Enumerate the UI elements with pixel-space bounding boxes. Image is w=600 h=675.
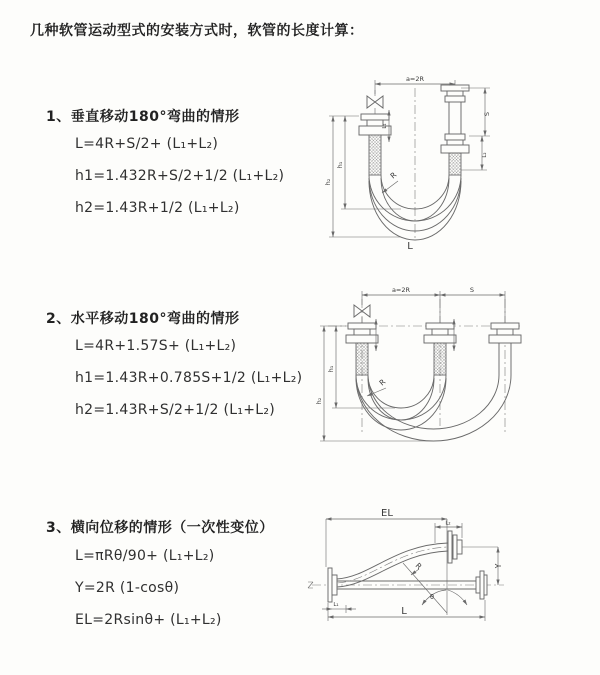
angle-label-theta: θ [430,593,434,601]
dim-label-s: S [469,286,475,294]
dim-label-r: R [377,377,388,388]
radius-callout [411,561,424,575]
dim-label-l: L [401,606,407,617]
dim-label-h2: h₂ [324,178,332,186]
braided-hose-section [449,153,461,175]
flange [441,85,469,102]
dim-label-h2: h₂ [315,397,323,405]
formula-line: h1=1.432R+S/2+1/2 (L₁+L₂) [75,168,285,184]
formula-line: Y=2R (1-cosθ) [75,580,180,596]
dimension-s [440,286,505,295]
formula-line: h2=1.43R+1/2 (L₁+L₂) [75,200,240,216]
formula-line: L=4R+S/2+ (L₁+L₂) [75,136,219,152]
left-flange [328,568,337,602]
dim-label-s: S [483,111,491,117]
formula-line: EL=2Rsinθ+ (L₁+L₂) [75,612,222,628]
formula-line: h1=1.43R+0.785S+1/2 (L₁+L₂) [75,370,303,386]
section-1-heading: 1、垂直移动180°弯曲的情形 [46,109,240,125]
middle-pipe-assembly [424,323,456,375]
right-pipe-assembly [441,85,469,175]
braided-hose-section [369,135,381,175]
dim-label-l1: L₁ [382,123,388,129]
dim-label-l2: L₂ [445,520,451,527]
flange [346,323,378,343]
valve-icon [367,96,383,108]
braided-hose-section [434,343,446,375]
diagram-vertical-180-bend [303,70,573,255]
section-3-heading: 3、横向位移的情形（一次性变位） [46,520,274,536]
lower-right-flange [476,571,487,599]
dim-label-y: Y [494,563,503,569]
braided-hose-section [356,343,368,375]
dimension-l2 [482,136,488,170]
dim-label-l1: L₁ [333,602,339,608]
formula-line: h2=1.43R+S/2+1/2 (L₁+L₂) [75,402,276,418]
flange [441,134,469,153]
dim-label-h1: h₁ [336,161,344,169]
dim-label-a2r: a=2R [391,286,411,294]
dim-label-r: R [388,170,399,181]
dimension-el [326,508,447,567]
upper-right-flange [448,531,462,563]
formula-line: L=πRθ/90+ (L₁+L₂) [75,548,215,564]
dim-label-h1: h₁ [327,365,335,373]
dimension-l1 [322,602,356,613]
dimension-l [328,600,485,621]
flange [424,323,456,343]
dimension-a2r [362,286,505,323]
dim-label-el: EL [381,508,393,519]
dim-label-l2: L₂ [482,152,488,158]
dim-label-r: R [413,561,424,572]
diagram-horizontal-180-bend [300,283,595,461]
flange [489,323,521,343]
displaced-hose-curve [337,543,448,587]
left-pipe-assembly [346,305,378,375]
section-2-heading: 2、水平移动180°弯曲的情形 [46,311,240,327]
dim-label-l: L [407,241,413,252]
dim-label-a2r: a=2R [405,75,425,83]
left-pipe-assembly [359,90,391,175]
diagram-lateral-displacement [302,505,597,640]
page-title: 几种软管运动型式的安装方式时，软管的长度计算： [30,23,364,39]
formula-line: L=4R+1.57S+ (L₁+L₂) [75,338,237,354]
